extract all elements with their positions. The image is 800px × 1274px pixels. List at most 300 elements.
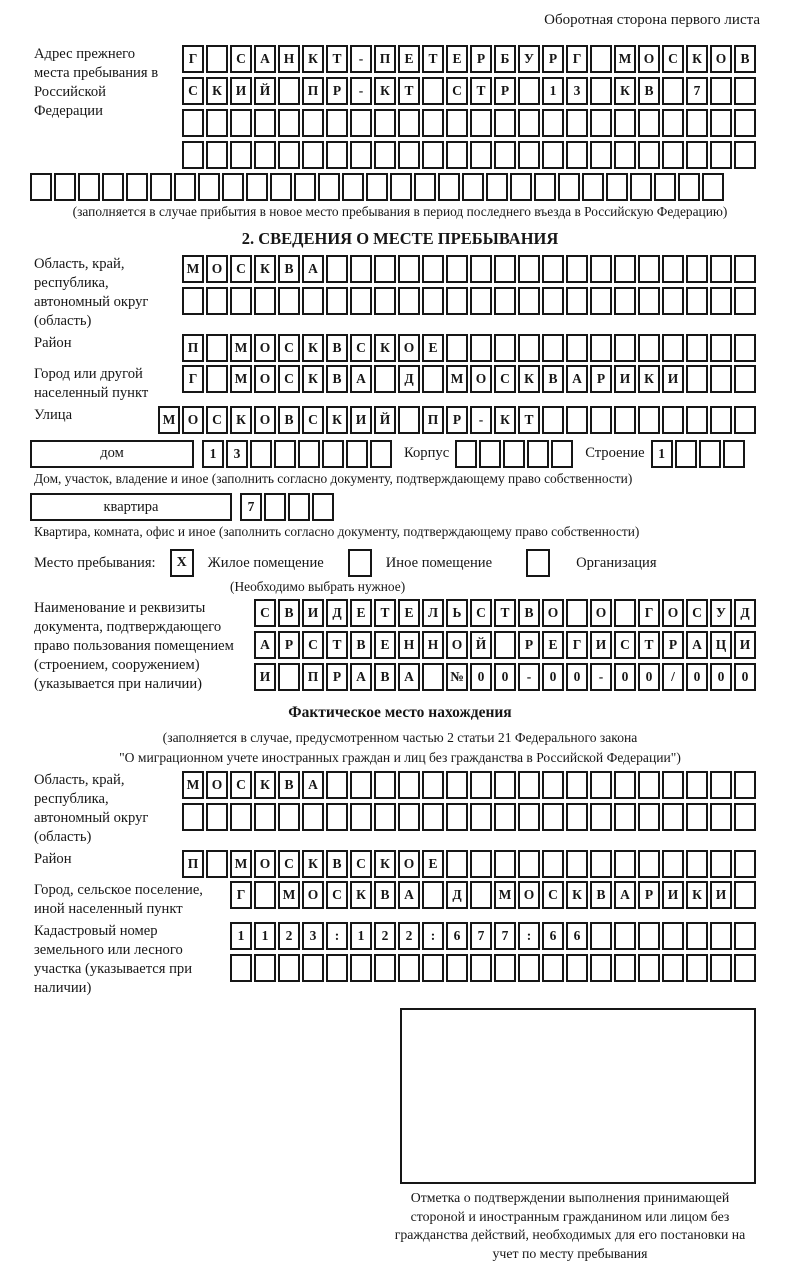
char-cell[interactable] <box>662 287 684 315</box>
char-cell[interactable]: Р <box>518 631 540 659</box>
char-cell[interactable] <box>686 406 708 434</box>
char-cell[interactable] <box>422 803 444 831</box>
char-cell[interactable] <box>734 406 756 434</box>
char-cell[interactable]: О <box>206 771 228 799</box>
char-cell[interactable]: М <box>182 771 204 799</box>
char-cell[interactable]: Т <box>398 77 420 105</box>
char-cell[interactable] <box>494 954 516 982</box>
char-cell[interactable] <box>606 173 628 201</box>
char-cell[interactable]: К <box>374 850 396 878</box>
char-cell[interactable] <box>302 803 324 831</box>
char-cell[interactable] <box>446 287 468 315</box>
char-cell[interactable]: Т <box>518 406 540 434</box>
char-cell[interactable]: О <box>254 334 276 362</box>
char-cell[interactable] <box>470 141 492 169</box>
char-cell[interactable]: О <box>254 365 276 393</box>
char-cell[interactable]: 1 <box>254 922 276 950</box>
char-cell[interactable]: С <box>182 77 204 105</box>
char-cell[interactable] <box>254 109 276 137</box>
char-cell[interactable]: В <box>326 365 348 393</box>
char-cell[interactable] <box>494 109 516 137</box>
char-cell[interactable]: : <box>326 922 348 950</box>
char-cell[interactable] <box>470 287 492 315</box>
char-cell[interactable] <box>342 173 364 201</box>
char-cell[interactable] <box>374 365 396 393</box>
char-cell[interactable] <box>494 141 516 169</box>
char-cell[interactable]: Р <box>278 631 300 659</box>
char-cell[interactable] <box>422 663 444 691</box>
char-cell[interactable] <box>422 255 444 283</box>
char-cell[interactable] <box>734 922 756 950</box>
char-cell[interactable]: М <box>278 881 300 909</box>
char-cell[interactable]: Ц <box>710 631 732 659</box>
char-cell[interactable] <box>494 850 516 878</box>
char-cell[interactable] <box>710 954 732 982</box>
char-cell[interactable] <box>264 493 286 521</box>
checkbox-inoe[interactable] <box>348 549 372 577</box>
char-cell[interactable]: С <box>278 850 300 878</box>
char-cell[interactable] <box>278 77 300 105</box>
char-cell[interactable]: - <box>470 406 492 434</box>
char-cell[interactable] <box>54 173 76 201</box>
char-cell[interactable] <box>318 173 340 201</box>
char-cell[interactable]: К <box>326 406 348 434</box>
char-cell[interactable]: К <box>686 881 708 909</box>
char-cell[interactable] <box>446 771 468 799</box>
char-cell[interactable]: С <box>230 771 252 799</box>
char-cell[interactable] <box>518 141 540 169</box>
char-cell[interactable]: 0 <box>734 663 756 691</box>
char-cell[interactable]: И <box>350 406 372 434</box>
char-cell[interactable] <box>518 109 540 137</box>
char-cell[interactable] <box>422 954 444 982</box>
char-cell[interactable] <box>590 334 612 362</box>
char-cell[interactable]: И <box>662 365 684 393</box>
char-cell[interactable] <box>734 334 756 362</box>
char-cell[interactable] <box>206 45 228 73</box>
char-cell[interactable]: - <box>590 663 612 691</box>
char-cell[interactable]: А <box>302 771 324 799</box>
char-cell[interactable]: В <box>542 365 564 393</box>
char-cell[interactable] <box>734 109 756 137</box>
char-cell[interactable] <box>699 440 721 468</box>
char-cell[interactable] <box>686 334 708 362</box>
char-cell[interactable] <box>350 954 372 982</box>
char-cell[interactable]: 6 <box>446 922 468 950</box>
char-cell[interactable] <box>710 141 732 169</box>
char-cell[interactable] <box>350 141 372 169</box>
char-cell[interactable] <box>566 287 588 315</box>
char-cell[interactable] <box>78 173 100 201</box>
char-cell[interactable]: Т <box>326 45 348 73</box>
char-cell[interactable]: С <box>350 334 372 362</box>
char-cell[interactable] <box>662 954 684 982</box>
char-cell[interactable] <box>278 287 300 315</box>
char-cell[interactable] <box>322 440 344 468</box>
char-cell[interactable]: С <box>470 599 492 627</box>
char-cell[interactable]: Г <box>230 881 252 909</box>
char-cell[interactable] <box>734 141 756 169</box>
char-cell[interactable]: Т <box>374 599 396 627</box>
char-cell[interactable]: П <box>302 77 324 105</box>
char-cell[interactable]: Й <box>470 631 492 659</box>
char-cell[interactable]: И <box>734 631 756 659</box>
char-cell[interactable] <box>542 406 564 434</box>
char-cell[interactable]: 0 <box>614 663 636 691</box>
char-cell[interactable] <box>398 109 420 137</box>
char-cell[interactable]: С <box>350 850 372 878</box>
char-cell[interactable] <box>326 771 348 799</box>
char-cell[interactable] <box>398 954 420 982</box>
char-cell[interactable]: О <box>446 631 468 659</box>
char-cell[interactable] <box>422 771 444 799</box>
char-cell[interactable] <box>686 803 708 831</box>
char-cell[interactable] <box>302 109 324 137</box>
char-cell[interactable]: В <box>590 881 612 909</box>
char-cell[interactable]: 1 <box>202 440 224 468</box>
char-cell[interactable] <box>614 803 636 831</box>
char-cell[interactable] <box>278 954 300 982</box>
char-cell[interactable]: М <box>494 881 516 909</box>
char-cell[interactable]: К <box>302 850 324 878</box>
char-cell[interactable]: Г <box>182 365 204 393</box>
char-cell[interactable] <box>326 255 348 283</box>
char-cell[interactable] <box>566 803 588 831</box>
char-cell[interactable] <box>527 440 549 468</box>
char-cell[interactable] <box>494 631 516 659</box>
char-cell[interactable]: Т <box>494 599 516 627</box>
char-cell[interactable]: И <box>614 365 636 393</box>
char-cell[interactable]: А <box>398 663 420 691</box>
char-cell[interactable] <box>288 493 310 521</box>
char-cell[interactable] <box>366 173 388 201</box>
char-cell[interactable] <box>638 771 660 799</box>
char-cell[interactable] <box>298 440 320 468</box>
char-cell[interactable] <box>374 255 396 283</box>
char-cell[interactable]: М <box>158 406 180 434</box>
char-cell[interactable] <box>174 173 196 201</box>
char-cell[interactable] <box>630 173 652 201</box>
char-cell[interactable] <box>734 881 756 909</box>
char-cell[interactable] <box>350 771 372 799</box>
char-cell[interactable]: 7 <box>470 922 492 950</box>
char-cell[interactable]: А <box>566 365 588 393</box>
char-cell[interactable]: № <box>446 663 468 691</box>
char-cell[interactable]: Р <box>326 663 348 691</box>
char-cell[interactable]: О <box>662 599 684 627</box>
char-cell[interactable]: О <box>254 406 276 434</box>
char-cell[interactable] <box>638 287 660 315</box>
char-cell[interactable]: Е <box>350 599 372 627</box>
char-cell[interactable] <box>686 954 708 982</box>
char-cell[interactable] <box>734 365 756 393</box>
char-cell[interactable] <box>662 334 684 362</box>
char-cell[interactable]: С <box>302 406 324 434</box>
char-cell[interactable] <box>470 954 492 982</box>
char-cell[interactable] <box>278 663 300 691</box>
char-cell[interactable]: К <box>374 77 396 105</box>
char-cell[interactable] <box>198 173 220 201</box>
char-cell[interactable] <box>518 77 540 105</box>
char-cell[interactable]: С <box>278 334 300 362</box>
char-cell[interactable] <box>710 771 732 799</box>
char-cell[interactable] <box>150 173 172 201</box>
char-cell[interactable] <box>518 255 540 283</box>
char-cell[interactable]: 3 <box>566 77 588 105</box>
char-cell[interactable]: О <box>518 881 540 909</box>
char-cell[interactable] <box>398 771 420 799</box>
char-cell[interactable] <box>326 803 348 831</box>
char-cell[interactable] <box>206 141 228 169</box>
char-cell[interactable] <box>312 493 334 521</box>
char-cell[interactable] <box>542 109 564 137</box>
char-cell[interactable] <box>614 771 636 799</box>
char-cell[interactable] <box>374 954 396 982</box>
char-cell[interactable] <box>662 406 684 434</box>
char-cell[interactable] <box>398 255 420 283</box>
char-cell[interactable]: А <box>302 255 324 283</box>
char-cell[interactable] <box>422 881 444 909</box>
char-cell[interactable] <box>455 440 477 468</box>
char-cell[interactable] <box>462 173 484 201</box>
char-cell[interactable]: Е <box>422 850 444 878</box>
char-cell[interactable] <box>326 287 348 315</box>
char-cell[interactable]: 3 <box>302 922 324 950</box>
char-cell[interactable]: А <box>398 881 420 909</box>
char-cell[interactable]: П <box>422 406 444 434</box>
char-cell[interactable] <box>614 599 636 627</box>
char-cell[interactable]: А <box>614 881 636 909</box>
char-cell[interactable]: А <box>254 45 276 73</box>
char-cell[interactable]: С <box>230 45 252 73</box>
char-cell[interactable] <box>566 141 588 169</box>
char-cell[interactable]: Р <box>446 406 468 434</box>
char-cell[interactable]: В <box>278 599 300 627</box>
char-cell[interactable] <box>518 803 540 831</box>
char-cell[interactable] <box>254 881 276 909</box>
char-cell[interactable] <box>686 771 708 799</box>
char-cell[interactable] <box>662 771 684 799</box>
char-cell[interactable]: Л <box>422 599 444 627</box>
char-cell[interactable] <box>518 954 540 982</box>
char-cell[interactable]: В <box>518 599 540 627</box>
char-cell[interactable] <box>350 255 372 283</box>
char-cell[interactable]: Н <box>398 631 420 659</box>
char-cell[interactable] <box>734 771 756 799</box>
char-cell[interactable] <box>206 850 228 878</box>
char-cell[interactable] <box>302 287 324 315</box>
char-cell[interactable]: М <box>614 45 636 73</box>
char-cell[interactable] <box>734 287 756 315</box>
char-cell[interactable]: В <box>734 45 756 73</box>
char-cell[interactable] <box>710 922 732 950</box>
char-cell[interactable] <box>374 803 396 831</box>
char-cell[interactable] <box>590 255 612 283</box>
char-cell[interactable]: И <box>590 631 612 659</box>
char-cell[interactable] <box>590 803 612 831</box>
char-cell[interactable] <box>446 109 468 137</box>
char-cell[interactable] <box>470 255 492 283</box>
char-cell[interactable]: С <box>446 77 468 105</box>
char-cell[interactable] <box>638 255 660 283</box>
char-cell[interactable]: А <box>254 631 276 659</box>
char-cell[interactable]: 2 <box>278 922 300 950</box>
char-cell[interactable]: Р <box>638 881 660 909</box>
char-cell[interactable]: М <box>230 365 252 393</box>
char-cell[interactable] <box>566 954 588 982</box>
char-cell[interactable]: И <box>710 881 732 909</box>
char-cell[interactable]: К <box>518 365 540 393</box>
char-cell[interactable] <box>662 141 684 169</box>
char-cell[interactable]: / <box>662 663 684 691</box>
char-cell[interactable] <box>662 77 684 105</box>
char-cell[interactable]: Р <box>542 45 564 73</box>
char-cell[interactable] <box>479 440 501 468</box>
char-cell[interactable] <box>494 287 516 315</box>
char-cell[interactable] <box>662 922 684 950</box>
char-cell[interactable] <box>278 141 300 169</box>
char-cell[interactable] <box>558 173 580 201</box>
char-cell[interactable] <box>446 255 468 283</box>
char-cell[interactable] <box>566 109 588 137</box>
char-cell[interactable] <box>270 173 292 201</box>
char-cell[interactable]: К <box>254 255 276 283</box>
char-cell[interactable]: 1 <box>651 440 673 468</box>
char-cell[interactable] <box>686 109 708 137</box>
char-cell[interactable]: В <box>374 881 396 909</box>
char-cell[interactable] <box>614 141 636 169</box>
char-cell[interactable] <box>590 850 612 878</box>
char-cell[interactable] <box>254 803 276 831</box>
char-cell[interactable] <box>206 334 228 362</box>
char-cell[interactable] <box>614 255 636 283</box>
char-cell[interactable]: О <box>254 850 276 878</box>
char-cell[interactable]: С <box>542 881 564 909</box>
char-cell[interactable] <box>374 109 396 137</box>
char-cell[interactable] <box>566 771 588 799</box>
char-cell[interactable] <box>230 954 252 982</box>
char-cell[interactable] <box>518 334 540 362</box>
char-cell[interactable]: М <box>230 850 252 878</box>
char-cell[interactable] <box>230 109 252 137</box>
char-cell[interactable]: К <box>302 365 324 393</box>
char-cell[interactable] <box>350 109 372 137</box>
char-cell[interactable]: : <box>518 922 540 950</box>
char-cell[interactable] <box>398 141 420 169</box>
char-cell[interactable] <box>686 850 708 878</box>
char-cell[interactable] <box>710 334 732 362</box>
char-cell[interactable] <box>326 141 348 169</box>
char-cell[interactable] <box>638 334 660 362</box>
char-cell[interactable] <box>590 406 612 434</box>
char-cell[interactable] <box>206 109 228 137</box>
char-cell[interactable] <box>446 803 468 831</box>
char-cell[interactable]: Г <box>638 599 660 627</box>
char-cell[interactable]: У <box>518 45 540 73</box>
char-cell[interactable]: С <box>230 255 252 283</box>
char-cell[interactable]: К <box>302 334 324 362</box>
char-cell[interactable] <box>710 109 732 137</box>
char-cell[interactable]: К <box>206 77 228 105</box>
char-cell[interactable] <box>566 850 588 878</box>
char-cell[interactable] <box>470 771 492 799</box>
char-cell[interactable]: Е <box>398 45 420 73</box>
char-cell[interactable]: Р <box>662 631 684 659</box>
char-cell[interactable] <box>590 954 612 982</box>
char-cell[interactable] <box>182 109 204 137</box>
char-cell[interactable] <box>686 365 708 393</box>
char-cell[interactable]: С <box>302 631 324 659</box>
char-cell[interactable] <box>662 803 684 831</box>
char-cell[interactable]: 3 <box>226 440 248 468</box>
char-cell[interactable]: Б <box>494 45 516 73</box>
char-cell[interactable] <box>350 287 372 315</box>
char-cell[interactable] <box>206 365 228 393</box>
char-cell[interactable]: Г <box>566 631 588 659</box>
char-cell[interactable] <box>302 141 324 169</box>
char-cell[interactable] <box>374 287 396 315</box>
char-cell[interactable]: В <box>374 663 396 691</box>
char-cell[interactable] <box>638 406 660 434</box>
char-cell[interactable]: Г <box>566 45 588 73</box>
char-cell[interactable] <box>470 334 492 362</box>
char-cell[interactable] <box>222 173 244 201</box>
char-cell[interactable] <box>654 173 676 201</box>
char-cell[interactable]: О <box>398 334 420 362</box>
char-cell[interactable]: П <box>302 663 324 691</box>
char-cell[interactable] <box>638 850 660 878</box>
char-cell[interactable]: И <box>254 663 276 691</box>
char-cell[interactable]: 7 <box>494 922 516 950</box>
char-cell[interactable]: Т <box>326 631 348 659</box>
char-cell[interactable] <box>278 109 300 137</box>
char-cell[interactable] <box>414 173 436 201</box>
char-cell[interactable] <box>278 803 300 831</box>
char-cell[interactable] <box>662 850 684 878</box>
char-cell[interactable] <box>326 109 348 137</box>
char-cell[interactable]: 6 <box>542 922 564 950</box>
char-cell[interactable]: 0 <box>566 663 588 691</box>
char-cell[interactable] <box>614 334 636 362</box>
char-cell[interactable]: С <box>254 599 276 627</box>
char-cell[interactable] <box>542 334 564 362</box>
char-cell[interactable] <box>542 287 564 315</box>
char-cell[interactable]: И <box>302 599 324 627</box>
char-cell[interactable]: К <box>566 881 588 909</box>
char-cell[interactable]: Р <box>326 77 348 105</box>
char-cell[interactable] <box>542 141 564 169</box>
char-cell[interactable] <box>638 141 660 169</box>
char-cell[interactable]: У <box>710 599 732 627</box>
char-cell[interactable]: О <box>590 599 612 627</box>
char-cell[interactable] <box>446 850 468 878</box>
char-cell[interactable]: О <box>182 406 204 434</box>
char-cell[interactable]: 0 <box>686 663 708 691</box>
char-cell[interactable] <box>675 440 697 468</box>
char-cell[interactable] <box>518 771 540 799</box>
char-cell[interactable] <box>518 850 540 878</box>
char-cell[interactable] <box>470 109 492 137</box>
char-cell[interactable]: Й <box>254 77 276 105</box>
char-cell[interactable] <box>510 173 532 201</box>
char-cell[interactable]: 1 <box>542 77 564 105</box>
char-cell[interactable]: А <box>686 631 708 659</box>
char-cell[interactable] <box>542 255 564 283</box>
char-cell[interactable] <box>542 771 564 799</box>
char-cell[interactable]: К <box>374 334 396 362</box>
char-cell[interactable] <box>470 850 492 878</box>
char-cell[interactable] <box>686 255 708 283</box>
